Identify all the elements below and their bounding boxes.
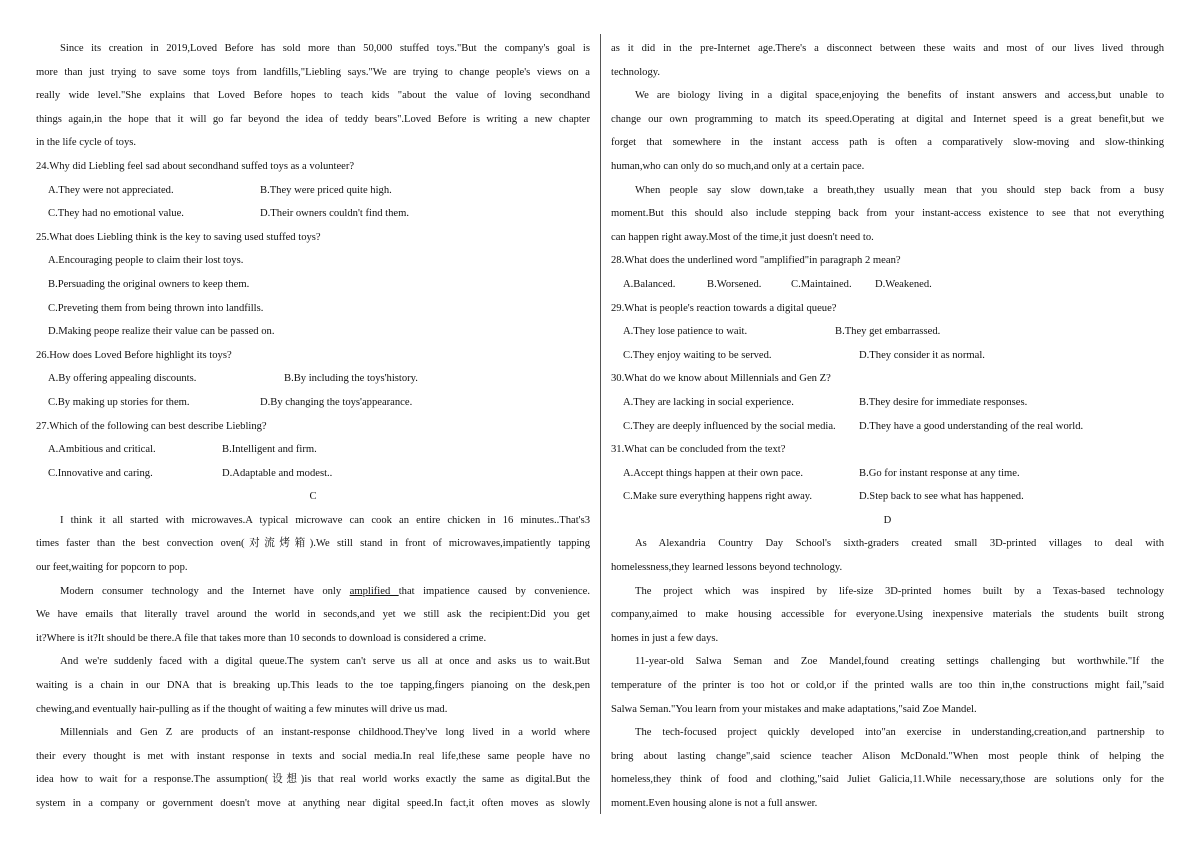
answer-option: C.Preveting them from being thrown into landfills. [48,302,264,314]
answer-option-line [36,320,590,344]
text-line: change our own programming to match its speed.Operating at digital and Internet speed is a great benefit,but we [611,113,1164,125]
text-line: as it did in the pre-Internet age.There's a disconnect between these waits and most of our lives lived through [611,43,1164,54]
text-line: forget that somewhere in the instant access path is often a comparatively slow-moving and slow-thinking [611,137,1164,149]
text-line: idea how to wait for a response.The assumption(设想)is that real world works exactly the same as digital.But the [36,774,590,786]
text-span: Modern consumer technology and the Internet have only [60,585,350,597]
answer-option: D.They consider it as normal. [859,349,985,361]
text-line: When people say slow down,take a breath,they usually mean that you should step back from a busy [635,184,1164,196]
text-line: homeless,they think of food and clothing,"said Juliet Galicia,11.While necessary,those are solutions only for the [611,774,1164,786]
answer-option: D.Adaptable and modest.. [222,467,333,479]
text-line: company,aimed to make housing accessible for everyone.Using inexpensive materials the students built strong [611,609,1164,621]
answer-option-line [36,179,590,203]
answer-option-line [611,344,1164,368]
text-line: homelessness,they learned lessons beyond technology. [611,562,843,574]
text-line: times faster than the best convection oven(对流烤箱).We still stand in front of microwaves,impatiently tapping [36,538,590,550]
text-line: 26.How does Loved Before highlight its toys? [36,349,232,361]
text-line: really wide level."She explains that Loved Before hopes to teach kids "about the value of loving secondhand [36,90,590,102]
answer-option: B.Persuading the original owners to keep them. [48,278,250,290]
answer-option: C.Innovative and caring. [48,467,153,479]
section-heading: D [883,514,892,526]
answer-option: B.Worsened. [707,278,762,290]
text-line: 25.What does Liebling think is the key to saving used stuffed toys? [36,231,321,243]
text-line: Millennials and Gen Z are products of an instant-response childhood.They've long lived in a world where [60,727,590,739]
answer-option: A.They lose patience to wait. [623,326,748,338]
answer-option-line [36,438,590,462]
answer-option: B.They desire for immediate responses. [859,396,1028,408]
text-line: moment.Even housing alone is not a full answer. [611,798,818,809]
answer-option-line [36,202,590,226]
answer-option-line [611,391,1164,415]
text-line: it?Where is it?It should be there.A file that takes more than 10 seconds to download is considered a crime. [36,632,487,644]
text-line: temperature of the printer is too hot or cold,or if the printed walls are too thin in,the constructions might fail,"said [611,680,1164,692]
text-line: The project which was inspired by life-size 3D-printed homes built by a Texas-based technology [635,585,1164,597]
text-line: our feet,waiting for popcorn to pop. [36,562,188,574]
answer-option: B.They were priced quite high. [260,184,392,196]
text-line-underlined [36,580,590,604]
answer-option: B.Intelligent and firm. [222,444,317,456]
answer-option: A.By offering appealing discounts. [48,373,197,385]
answer-option: D.Step back to see what has happened. [859,491,1024,503]
answer-option: D.Their owners couldn't find them. [260,208,410,220]
answer-option: A.Encouraging people to claim their lost toys. [48,255,244,267]
text-line: in the life cycle of toys. [36,137,137,149]
answer-option-line [611,273,1164,297]
column-divider [600,34,601,814]
text-line: homes in just a few days. [611,632,719,644]
answer-option: C.Maintained. [791,278,852,290]
text-line: more than just trying to save some toys from landfills,"Liebling says."We are trying to change people's views on a [36,66,590,78]
text-line: 29.What is people's reaction towards a digital queue? [611,302,837,314]
underlined-word: amplified [349,585,399,597]
left-column [36,37,590,816]
answer-option: C.They are deeply influenced by the social media. [623,420,836,432]
answer-option-line [36,249,590,273]
answer-option: C.They had no emotional value. [48,208,184,220]
answer-option: A.They were not appreciated. [48,184,174,196]
section-heading: C [309,491,317,503]
answer-option: B.They get embarrassed. [835,326,941,338]
text-line: human,who can only do so much,and only at a certain pace. [611,160,865,172]
text-line: moment.But this should also include stepping back from your instant-access existence to see that not everything [611,208,1164,220]
answer-option: B.Go for instant response at any time. [859,467,1020,479]
answer-option: D.Weakened. [875,278,932,290]
text-line: We are biology living in a digital space,enjoying the benefits of instant answers and access,but unable to [635,90,1164,102]
text-span: that impatience caused by convenience. [398,585,590,597]
answer-option: A.Balanced. [623,278,676,290]
text-line: Since its creation in 2019,Loved Before has sold more than 50,000 stuffed toys."But the company's goal is [60,43,590,54]
answer-option-line [36,297,590,321]
answer-option-line [36,273,590,297]
text-line: 28.What does the underlined word "amplified"in paragraph 2 mean? [611,255,901,267]
answer-option-line [36,391,590,415]
text-line: 27.Which of the following can best describe Liebling? [36,420,267,432]
text-line: things again,in the hope that it will go far beyond the idea of teddy bears".Loved Before is writing a new chapter [36,113,590,125]
answer-option-line [36,462,590,486]
answer-option: B.By including the toys'history. [284,373,418,385]
text-line: their every thought is met with instant response in texts and social media.In real life,these same people have no [36,750,590,762]
answer-option-line [36,367,590,391]
answer-option: D.They have a good understanding of the real world. [859,420,1084,432]
answer-option: C.They enjoy waiting to be served. [623,349,772,361]
text-line: And we're suddenly faced with a digital queue.The system can't serve us all at once and asks us to wait.But [60,656,590,668]
text-line: Salwa Seman."You learn from your mistakes and make adaptations,"said Zoe Mandel. [611,703,977,715]
text-line: waiting is a chain in our DNA that is breaking up.This leads to the toe tapping,fingers pianoing on the desk,pen [36,680,590,692]
answer-option-line [611,485,1164,509]
answer-option-line [611,462,1164,486]
answer-option-line [611,320,1164,344]
text-line: The tech-focused project quickly developed into"an exercise in understanding,creation,and partnership to [635,727,1164,739]
text-line: I think it all started with microwaves.A typical microwave can cook an entire chicken in 16 minutes..That's3 [60,514,590,526]
answer-option: A.They are lacking in social experience. [623,396,794,408]
text-line: chewing,and eventually hair-pulling as if the thought of waiting a few minutes will drive us mad. [36,703,448,715]
answer-option: A.Accept things happen at their own pace. [623,467,804,479]
text-line: system in a company or government doesn't move at anything near digital speed.In fact,it often moves as slowly [36,798,590,809]
answer-option: C.Make sure everything happens right away. [623,491,813,503]
text-line: We have emails that literally travel around the world in seconds,and yet we still ask the recipient:Did you get [36,609,590,621]
text-line: can happen right away.Most of the time,it just doesn't need to. [611,231,874,243]
text-line: 31.What can be concluded from the text? [611,444,786,456]
answer-option-line [611,415,1164,439]
text-line: bring about lasting change",said science teacher Alison McDonald."When most people think of helping the [611,750,1164,762]
answer-option: D.Making peope realize their value can be passed on. [48,326,275,338]
text-line: 11-year-old Salwa Seman and Zoe Mandel,found creating settings challenging but worthwhile."If the [635,656,1164,668]
right-column [611,37,1164,816]
answer-option: C.By making up stories for them. [48,396,190,408]
text-line: technology. [611,66,661,78]
answer-option: D.By changing the toys'appearance. [260,396,413,408]
text-line: 30.What do we know about Millennials and Gen Z? [611,373,831,385]
answer-option: A.Ambitious and critical. [48,444,156,456]
text-line: 24.Why did Liebling feel sad about secondhand suffed toys as a volunteer? [36,160,355,172]
text-line: As Alexandria Country Day School's sixth-graders created small 3D-printed villages to deal with [635,538,1164,550]
